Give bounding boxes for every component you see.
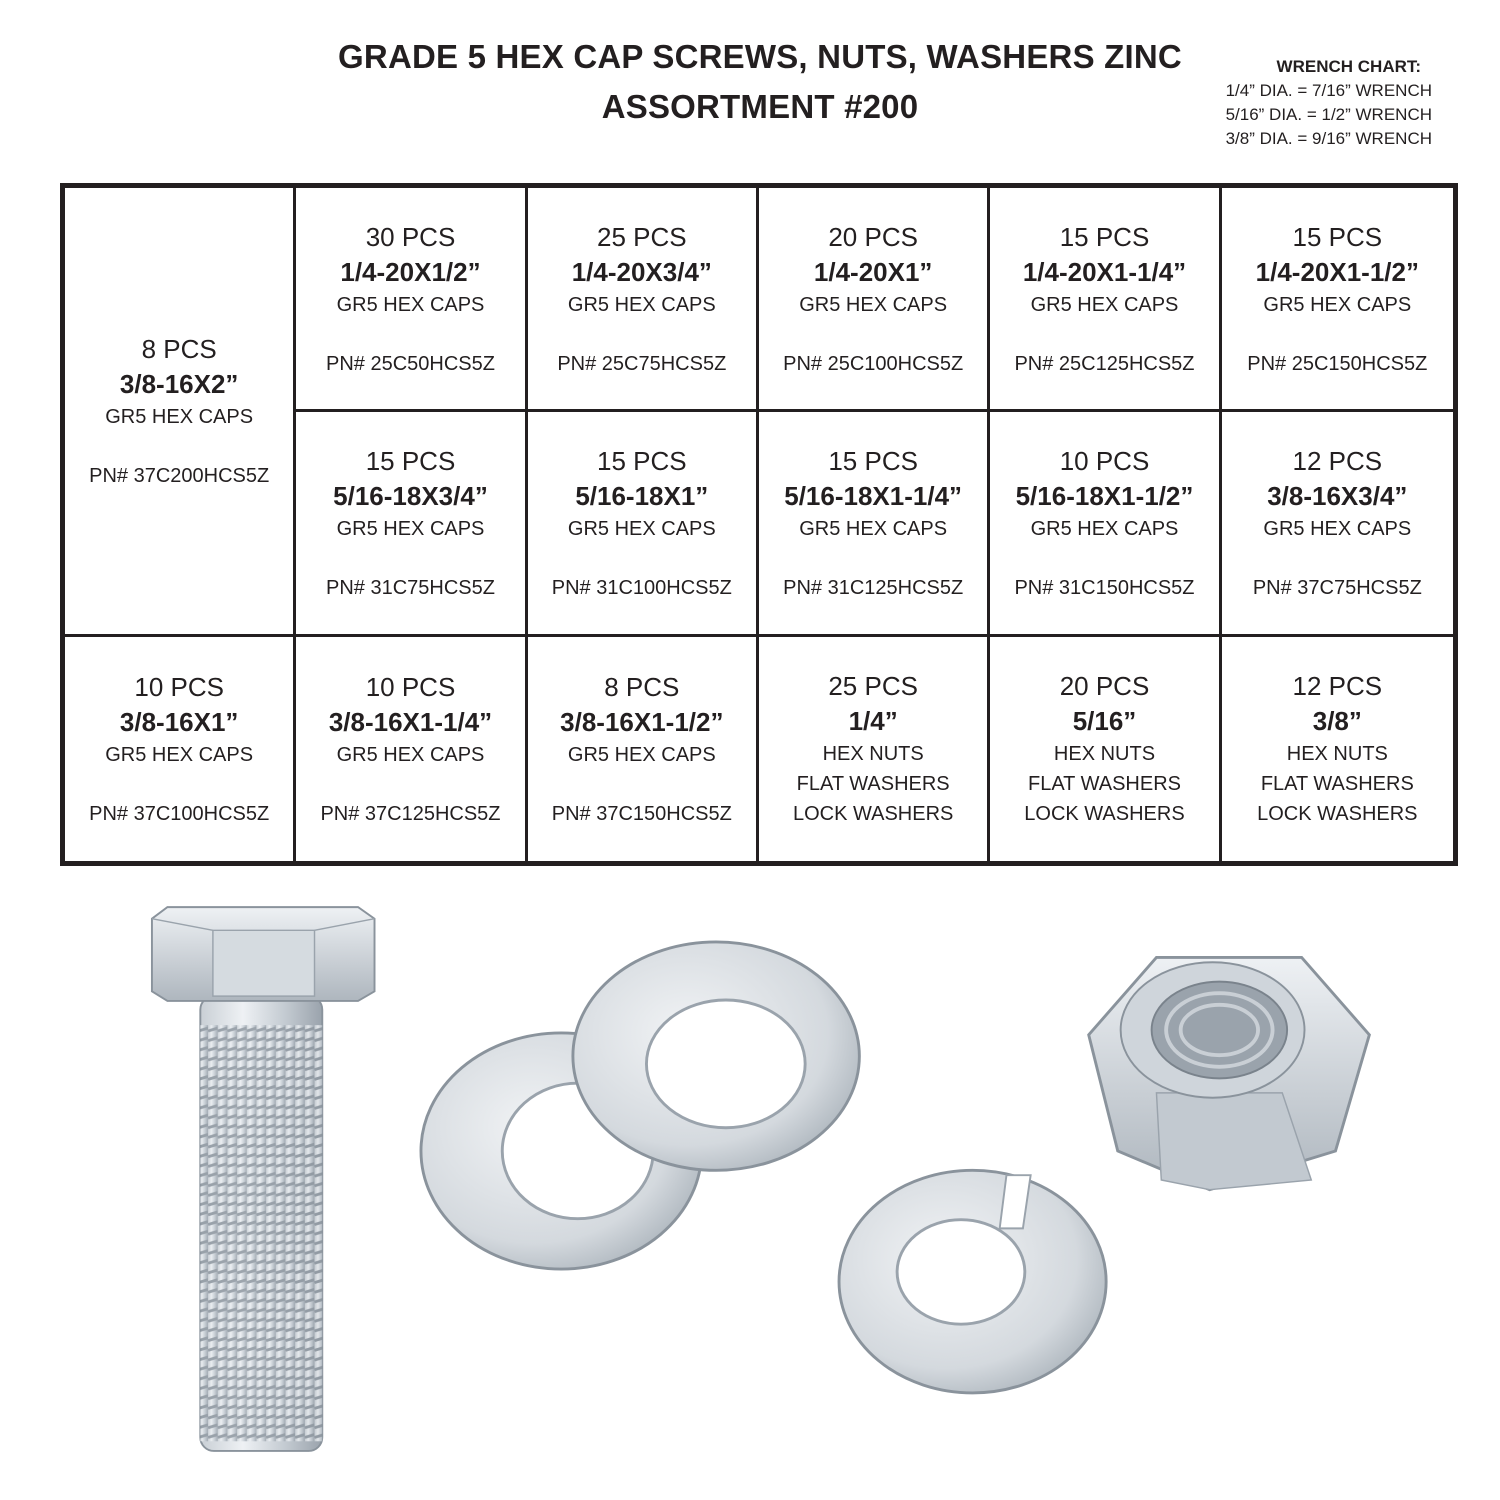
piece-count: 10 PCS — [365, 671, 456, 702]
piece-count: 15 PCS — [365, 445, 456, 476]
screw-size: 3/8-16X1-1/4” — [328, 706, 493, 737]
wrench-chart-row: 3/8” DIA. = 9/16” WRENCH — [1225, 129, 1432, 148]
item-description: GR5 HEX CAPS — [1263, 293, 1412, 316]
piece-count: 10 PCS — [1059, 445, 1150, 476]
wrench-chart-row: 1/4” DIA. = 7/16” WRENCH — [1225, 81, 1432, 100]
part-number: PN# 25C150HCS5Z — [1247, 352, 1428, 375]
item-description: GR5 HEX CAPS — [336, 517, 485, 540]
lock-washer — [839, 1170, 1106, 1393]
grid-cell — [296, 637, 527, 861]
piece-count: 15 PCS — [597, 445, 687, 476]
grid-cell-3-8-16x2 — [65, 188, 296, 637]
part-number: PN# 37C125HCS5Z — [320, 802, 501, 825]
wrench-chart — [1226, 55, 1432, 151]
wrench-chart-row: 5/16” DIA. = 1/2” WRENCH — [1225, 105, 1432, 124]
assortment-grid — [60, 183, 1458, 866]
part-number: PN# 31C150HCS5Z — [1014, 576, 1195, 599]
grid-cell — [759, 412, 990, 636]
screw-size: 1/4-20X3/4” — [571, 256, 712, 287]
hex-nut — [1089, 957, 1370, 1189]
part-number: PN# 37C75HCS5Z — [1252, 576, 1422, 599]
part-number: PN# 31C100HCS5Z — [551, 576, 732, 599]
screw-size: 5/16-18X1-1/2” — [1015, 480, 1194, 511]
item-description: GR5 HEX CAPS — [799, 517, 948, 540]
hardware-photos — [0, 880, 1500, 1480]
item-description: GR5 HEX CAPS — [105, 405, 254, 428]
item-description: HEX NUTS — [1286, 742, 1388, 765]
item-description: HEX NUTS — [1053, 742, 1156, 765]
grid-cell — [296, 412, 527, 636]
item-description: FLAT WASHERS — [796, 772, 950, 795]
part-number: PN# 31C125HCS5Z — [783, 576, 964, 599]
grid-cell — [528, 412, 759, 636]
nut-size: 1/4” — [848, 705, 898, 736]
item-description: LOCK WASHERS — [1024, 802, 1185, 825]
screw-size: 3/8-16X1” — [119, 706, 239, 737]
nut-size: 5/16” — [1072, 705, 1137, 736]
item-description: LOCK WASHERS — [1257, 802, 1418, 825]
item-description: FLAT WASHERS — [1260, 772, 1414, 795]
piece-count: 8 PCS — [141, 333, 217, 364]
piece-count: 25 PCS — [828, 670, 918, 701]
nut-size: 3/8” — [1312, 705, 1362, 736]
wrench-chart-title: WRENCH CHART: — [1276, 57, 1422, 76]
screw-size: 1/4-20X1-1/2” — [1255, 256, 1419, 287]
flat-washer — [573, 942, 859, 1170]
piece-count: 20 PCS — [828, 221, 918, 252]
item-description: GR5 HEX CAPS — [336, 743, 485, 766]
piece-count: 15 PCS — [1059, 221, 1150, 252]
page-title — [200, 32, 1320, 132]
hex-bolt — [152, 907, 375, 1451]
grid-cell — [1222, 412, 1453, 636]
screw-size: 1/4-20X1-1/4” — [1022, 256, 1187, 287]
part-number: PN# 31C75HCS5Z — [326, 576, 495, 599]
item-description: GR5 HEX CAPS — [105, 743, 254, 766]
item-description: GR5 HEX CAPS — [336, 293, 485, 316]
screw-size: 5/16-18X3/4” — [333, 480, 488, 511]
grid-cell — [65, 637, 296, 861]
item-description: GR5 HEX CAPS — [1030, 293, 1179, 316]
piece-count: 12 PCS — [1292, 670, 1383, 701]
piece-count: 30 PCS — [365, 221, 456, 252]
screw-size: 1/4-20X1” — [813, 256, 933, 287]
item-description: LOCK WASHERS — [792, 802, 954, 825]
screw-size: 3/8-16X3/4” — [1267, 480, 1408, 511]
piece-count: 8 PCS — [604, 671, 680, 702]
item-description: GR5 HEX CAPS — [567, 743, 716, 766]
grid-cell — [296, 188, 527, 412]
part-number: PN# 37C150HCS5Z — [551, 802, 732, 825]
title-line-1: GRADE 5 HEX CAP SCREWS, NUTS, WASHERS ZINC — [338, 38, 1182, 75]
screw-size: 5/16-18X1-1/4” — [784, 480, 963, 511]
grid-cell-nuts-washers — [1222, 637, 1453, 861]
grid-cell — [1222, 188, 1453, 412]
item-description: GR5 HEX CAPS — [1030, 517, 1179, 540]
part-number: PN# 37C200HCS5Z — [89, 464, 270, 487]
screw-size: 3/8-16X2” — [119, 368, 239, 399]
part-number: PN# 25C50HCS5Z — [326, 352, 495, 375]
item-description: GR5 HEX CAPS — [567, 517, 716, 540]
item-description: GR5 HEX CAPS — [1263, 517, 1412, 540]
grid-cell — [528, 188, 759, 412]
grid-cell-nuts-washers — [759, 637, 990, 861]
part-number: PN# 37C100HCS5Z — [89, 802, 270, 825]
piece-count: 15 PCS — [1292, 221, 1383, 252]
part-number: PN# 25C75HCS5Z — [557, 352, 727, 375]
piece-count: 12 PCS — [1292, 445, 1383, 476]
grid-cell-nuts-washers — [990, 637, 1221, 861]
item-description: GR5 HEX CAPS — [799, 293, 948, 316]
item-description: FLAT WASHERS — [1027, 772, 1181, 795]
part-number: PN# 25C100HCS5Z — [783, 352, 964, 375]
grid-cell — [528, 637, 759, 861]
piece-count: 25 PCS — [597, 221, 687, 252]
piece-count: 15 PCS — [828, 445, 918, 476]
grid-cell — [990, 188, 1221, 412]
item-description: GR5 HEX CAPS — [567, 293, 716, 316]
piece-count: 20 PCS — [1059, 670, 1150, 701]
part-number: PN# 25C125HCS5Z — [1014, 352, 1195, 375]
grid-cell — [759, 188, 990, 412]
title-line-2: ASSORTMENT #200 — [601, 88, 919, 125]
screw-size: 5/16-18X1” — [575, 480, 709, 511]
screw-size: 3/8-16X1-1/2” — [560, 706, 724, 737]
piece-count: 10 PCS — [134, 671, 224, 702]
grid-cell — [990, 412, 1221, 636]
screw-size: 1/4-20X1/2” — [340, 256, 481, 287]
item-description: HEX NUTS — [822, 742, 924, 765]
